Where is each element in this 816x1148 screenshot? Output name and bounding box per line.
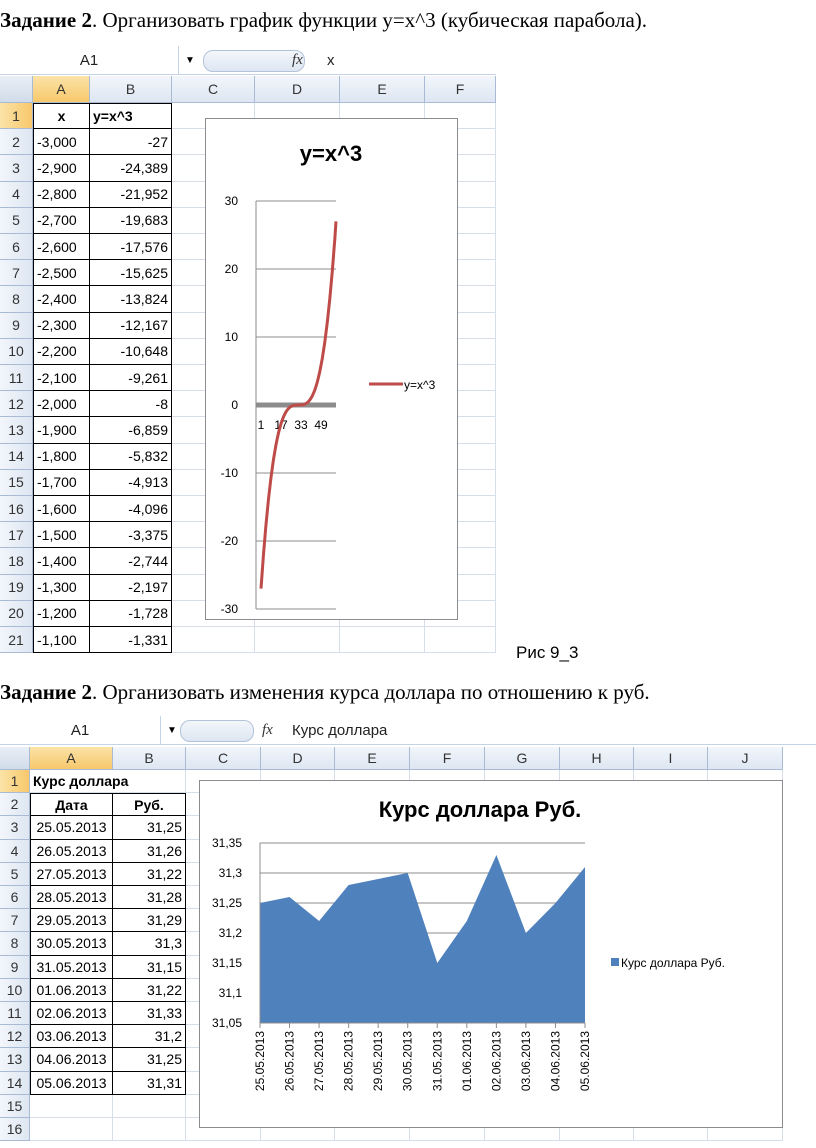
cell-b[interactable]: -5,832 (90, 444, 172, 470)
cell-b[interactable]: 31,26 (113, 840, 186, 863)
x-tick-label: 31.05.2013 (430, 1031, 445, 1092)
x-tick-label: 25.05.2013 (253, 1031, 267, 1092)
cell-a[interactable]: 29.05.2013 (30, 909, 113, 932)
column-header-f[interactable]: F (425, 76, 496, 103)
column-header-h[interactable]: H (560, 747, 634, 770)
x-tick-label: 05.06.2013 (578, 1031, 592, 1092)
column-header-b[interactable]: B (113, 747, 186, 770)
formula-bar-divider-handle[interactable] (203, 50, 305, 72)
cell-a[interactable]: 30.05.2013 (30, 932, 113, 955)
row-header[interactable]: 17 (0, 522, 33, 548)
y-tick-label: 31,25 (211, 896, 242, 910)
x-tick-label: 27.05.2013 (312, 1031, 327, 1092)
row-header[interactable]: 20 (0, 601, 33, 627)
fx-icon[interactable]: fx (292, 51, 303, 68)
cell-a[interactable]: -1,600 (33, 496, 90, 522)
x-tick-label: 29.05.2013 (371, 1031, 386, 1092)
formula-bar (0, 716, 816, 745)
spreadsheet-2 (0, 716, 816, 1148)
cell-empty[interactable] (255, 627, 340, 653)
column-header-c[interactable]: C (186, 747, 261, 770)
task1-heading (0, 8, 647, 33)
column-header-g[interactable]: G (485, 747, 560, 770)
select-all-corner[interactable] (0, 76, 33, 103)
cell-b[interactable]: -1,728 (90, 601, 172, 627)
task2-heading (0, 680, 650, 705)
row-header[interactable]: 3 (0, 155, 33, 181)
cell-b[interactable]: -17,576 (90, 234, 172, 260)
x-tick-label: 26.05.2013 (282, 1031, 297, 1092)
x-tick-label: 03.06.2013 (518, 1031, 533, 1092)
cell-a[interactable] (30, 1095, 113, 1118)
cell-b[interactable]: 31,3 (113, 932, 186, 955)
row-header[interactable]: 5 (0, 208, 33, 234)
cell-b[interactable]: -19,683 (90, 208, 172, 234)
cell-a[interactable]: -2,400 (33, 286, 90, 312)
x-tick-label: 01.06.2013 (459, 1031, 474, 1092)
fx-icon[interactable]: fx (262, 721, 273, 738)
cell-a[interactable]: 26.05.2013 (30, 840, 113, 863)
legend-swatch (611, 958, 619, 966)
figure-caption: Рис 9_3 (516, 643, 579, 662)
row-header[interactable]: 2 (0, 793, 30, 816)
row-header[interactable]: 12 (0, 1025, 30, 1048)
task1-number: Задание 2 (0, 8, 92, 32)
x-tick-label: 49 (314, 418, 328, 432)
cell-a[interactable]: 28.05.2013 (30, 886, 113, 909)
cell-a[interactable]: -2,100 (33, 365, 90, 391)
cell-a[interactable]: -1,100 (33, 627, 90, 653)
cell-a[interactable] (30, 1118, 113, 1141)
row-header[interactable]: 4 (0, 840, 30, 863)
row-header[interactable]: 6 (0, 886, 30, 909)
series-area-dollar-rate (260, 855, 585, 1023)
cell-a[interactable]: x (33, 103, 90, 129)
cell-b[interactable]: 31,31 (113, 1072, 186, 1095)
column-header-e[interactable]: E (335, 747, 410, 770)
row-header[interactable]: 5 (0, 863, 30, 886)
column-header-c[interactable]: C (172, 76, 255, 103)
cell-a[interactable]: 02.06.2013 (30, 1002, 113, 1025)
cell-a[interactable]: -2,600 (33, 234, 90, 260)
task2-number: Задание 2 (0, 680, 92, 704)
cell-b[interactable]: -1,331 (90, 627, 172, 653)
cell-a[interactable]: -2,900 (33, 155, 90, 181)
chart-title: y=x^3 (299, 141, 363, 166)
column-header-e[interactable]: E (340, 76, 425, 103)
row-header[interactable]: 10 (0, 979, 30, 1002)
row-header[interactable]: 19 (0, 575, 33, 601)
legend-label: Курс доллара Руб. (621, 956, 725, 970)
cell-a[interactable]: 01.06.2013 (30, 979, 113, 1002)
row-header[interactable]: 1 (0, 770, 30, 793)
column-header-f[interactable]: F (410, 747, 485, 770)
cell-b[interactable]: 31,33 (113, 1002, 186, 1025)
cubic-chart[interactable] (205, 118, 458, 620)
name-box[interactable]: A1 (0, 716, 161, 744)
row-header[interactable]: 1 (0, 103, 33, 129)
cell-b[interactable]: 31,29 (113, 909, 186, 932)
cell-b[interactable]: 31,2 (113, 1025, 186, 1048)
cell-empty[interactable] (340, 627, 425, 653)
cell-b[interactable]: -13,824 (90, 286, 172, 312)
column-header-a[interactable]: A (30, 747, 113, 770)
row-header[interactable]: 14 (0, 444, 33, 470)
y-tick-label: -30 (220, 602, 238, 616)
y-tick-label: 31,15 (211, 956, 242, 970)
formula-input[interactable]: x (327, 51, 335, 69)
cell-b[interactable] (113, 1095, 186, 1118)
y-tick-label: 31,1 (218, 986, 242, 1000)
column-header-b[interactable]: B (90, 76, 172, 103)
row-header[interactable]: 11 (0, 365, 33, 391)
row-header[interactable]: 9 (0, 313, 33, 339)
cell-a[interactable]: 25.05.2013 (30, 816, 113, 839)
cell-a[interactable]: -1,400 (33, 548, 90, 574)
y-tick-label: 20 (224, 262, 238, 276)
row-header[interactable]: 4 (0, 182, 33, 208)
cell-a[interactable]: Дата (30, 793, 113, 816)
cell-a[interactable]: 04.06.2013 (30, 1048, 113, 1071)
dollar-rate-chart[interactable] (199, 780, 783, 1128)
cell-a[interactable]: -1,700 (33, 470, 90, 496)
y-tick-label: 31,3 (218, 866, 242, 880)
column-header-a[interactable]: A (33, 76, 90, 103)
row-header[interactable]: 6 (0, 234, 33, 260)
cell-a[interactable]: -1,900 (33, 417, 90, 443)
cell-b[interactable]: 31,22 (113, 863, 186, 886)
cell-a[interactable]: -1,800 (33, 444, 90, 470)
cell-a[interactable]: -2,500 (33, 260, 90, 286)
select-all-corner[interactable] (0, 747, 30, 770)
row-header[interactable]: 16 (0, 1118, 30, 1141)
y-tick-label: 30 (224, 194, 238, 208)
cell-a[interactable]: 31.05.2013 (30, 956, 113, 979)
cell-b[interactable]: -15,625 (90, 260, 172, 286)
row-header[interactable]: 21 (0, 627, 33, 653)
task2-text: . Организовать изменения курса доллара по отношению к руб. (91, 680, 650, 704)
y-tick-label: 31,2 (218, 926, 242, 940)
row-header[interactable]: 18 (0, 548, 33, 574)
cell-a[interactable]: -3,000 (33, 129, 90, 155)
x-tick-label: 1 (257, 418, 265, 432)
cell-a[interactable]: -2,300 (33, 313, 90, 339)
cell-b[interactable]: 31,15 (113, 956, 186, 979)
cell-a[interactable]: -2,700 (33, 208, 90, 234)
cell-b[interactable]: -2,744 (90, 548, 172, 574)
row-header[interactable]: 15 (0, 1095, 30, 1118)
y-tick-label: 31,35 (211, 836, 242, 850)
cell-a[interactable]: 27.05.2013 (30, 863, 113, 886)
cell-empty[interactable] (425, 627, 496, 653)
cell-b[interactable]: -3,375 (90, 522, 172, 548)
cell-empty[interactable] (172, 627, 255, 653)
legend-label: y=x^3 (404, 378, 436, 392)
y-tick-label: 10 (224, 330, 238, 344)
task1-text: . Организовать график функции y=x^3 (кубическая парабола). (91, 8, 648, 32)
spreadsheet-1 (0, 46, 496, 658)
formula-input[interactable]: Курс доллара (292, 721, 388, 739)
cell-b[interactable] (113, 1118, 186, 1141)
row-header[interactable]: 3 (0, 816, 30, 839)
row-header[interactable]: 8 (0, 932, 30, 955)
name-box[interactable]: A1 (0, 46, 179, 74)
y-tick-label: -20 (220, 534, 238, 548)
cell-a[interactable]: -1,200 (33, 601, 90, 627)
cell-a[interactable]: -2,200 (33, 339, 90, 365)
formula-bar-divider-handle[interactable] (180, 720, 254, 742)
row-header[interactable]: 13 (0, 417, 33, 443)
column-header-j[interactable]: J (708, 747, 783, 770)
chevron-down-icon[interactable]: ▼ (167, 724, 177, 736)
row-header[interactable]: 7 (0, 260, 33, 286)
cell-b[interactable]: 31,22 (113, 979, 186, 1002)
formula-bar (0, 46, 496, 75)
cell-a[interactable]: -2,000 (33, 391, 90, 417)
row-header[interactable]: 11 (0, 1002, 30, 1025)
cell-a[interactable]: 05.06.2013 (30, 1072, 113, 1095)
cell-a[interactable]: Курс доллара (30, 770, 113, 793)
cell-b[interactable]: -24,389 (90, 155, 172, 181)
chevron-down-icon[interactable]: ▼ (185, 54, 195, 66)
cell-b[interactable]: -4,913 (90, 470, 172, 496)
cell-a[interactable]: 03.06.2013 (30, 1025, 113, 1048)
x-tick-label: 17 (274, 418, 288, 432)
x-tick-label: 28.05.2013 (341, 1031, 356, 1092)
y-tick-label: 31,05 (211, 1016, 242, 1030)
row-header[interactable]: 7 (0, 909, 30, 932)
cell-b[interactable]: -27 (90, 129, 172, 155)
row-header[interactable]: 13 (0, 1048, 30, 1071)
cell-a[interactable]: -1,500 (33, 522, 90, 548)
row-header[interactable]: 16 (0, 496, 33, 522)
row-header[interactable]: 15 (0, 470, 33, 496)
cell-b[interactable]: -6,859 (90, 417, 172, 443)
column-header-d[interactable]: D (261, 747, 335, 770)
x-tick-label: 33 (294, 418, 308, 432)
cubic-chart-svg (206, 119, 457, 619)
y-tick-label: -10 (220, 466, 238, 480)
cell-b[interactable]: -8 (90, 391, 172, 417)
cell-b[interactable]: Руб. (113, 793, 186, 816)
row-header[interactable]: 2 (0, 129, 33, 155)
cell-b[interactable]: -4,096 (90, 496, 172, 522)
row-header[interactable]: 9 (0, 956, 30, 979)
row-header[interactable]: 14 (0, 1072, 30, 1095)
x-tick-label: 04.06.2013 (548, 1031, 563, 1092)
cell-b[interactable]: -12,167 (90, 313, 172, 339)
dollar-rate-chart-svg (200, 781, 782, 1127)
x-tick-label: 02.06.2013 (489, 1031, 504, 1092)
y-tick-label: 0 (231, 398, 238, 412)
cell-b[interactable]: -21,952 (90, 182, 172, 208)
cell-b[interactable]: 31,28 (113, 886, 186, 909)
row-header[interactable]: 10 (0, 339, 33, 365)
x-tick-label: 30.05.2013 (400, 1031, 415, 1092)
row-header[interactable]: 12 (0, 391, 33, 417)
cell-b[interactable]: -10,648 (90, 339, 172, 365)
column-header-i[interactable]: I (634, 747, 708, 770)
column-header-d[interactable]: D (255, 76, 340, 103)
cell-b[interactable]: 31,25 (113, 816, 186, 839)
cell-a[interactable]: -1,300 (33, 575, 90, 601)
cell-b[interactable]: -9,261 (90, 365, 172, 391)
row-header[interactable]: 8 (0, 286, 33, 312)
cell-a[interactable]: -2,800 (33, 182, 90, 208)
cell-b[interactable]: y=x^3 (90, 103, 172, 129)
cell-b[interactable] (113, 770, 186, 793)
chart-title: Курс доллара Руб. (378, 797, 582, 822)
cell-b[interactable]: 31,25 (113, 1048, 186, 1071)
cell-b[interactable]: -2,197 (90, 575, 172, 601)
